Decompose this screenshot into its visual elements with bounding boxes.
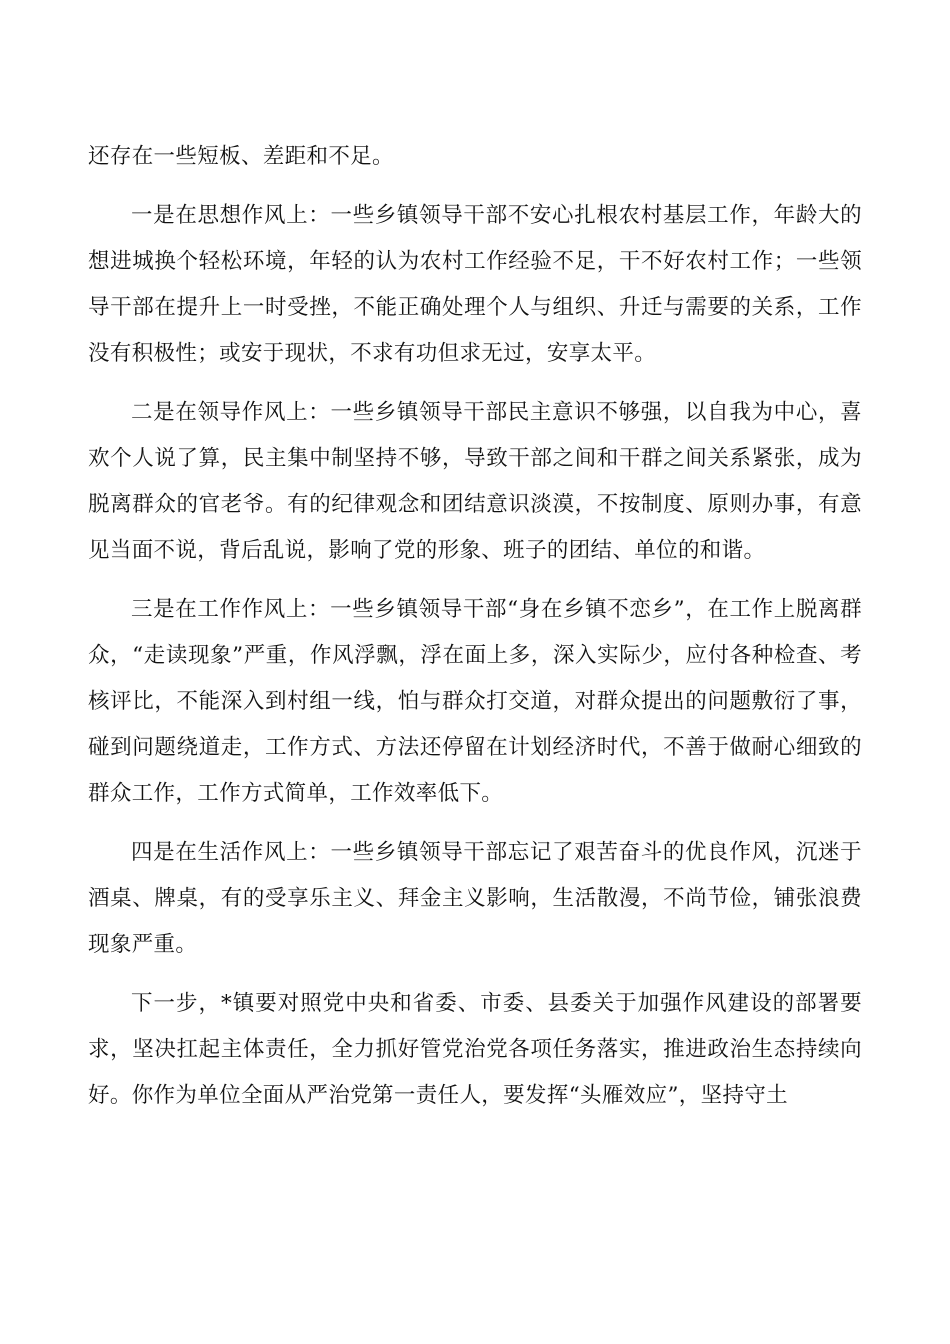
paragraph-life-style: 四是在生活作风上：一些乡镇领导干部忘记了艰苦奋斗的优良作风，沉迷于酒桌、牌桌，有的受享乐主义、拜金主义影响，生活散漫，不尚节俭，铺张浪费现象严重。: [88, 840, 862, 957]
paragraph-work-style: 三是在工作作风上：一些乡镇领导干部“身在乡镇不恋乡”，在工作上脱离群众，“走读现象”严重，作风浮飘，浮在面上多，深入实际少，应付各种检查、考核评比，不能深入到村组一线，怕与群众打交道，对群众提出的问题敷衍了事，碰到问题绕道走，工作方式、方法还停留在计划经济时代，不善于做耐心细致的群众工作，工作方式简单，工作效率低下。: [88, 597, 862, 806]
paragraph-thought-style: 一是在思想作风上：一些乡镇领导干部不安心扎根农村基层工作，年龄大的想进城换个轻松环境，年轻的认为农村工作经验不足，干不好农村工作；一些领导干部在提升上一时受挫，不能正确处理个人与组织、升迁与需要的关系，工作没有积极性；或安于现状，不求有功但求无过，安享太平。: [88, 203, 862, 366]
document-body: [88, 134, 862, 1132]
paragraph-next-steps: 下一步，*镇要对照党中央和省委、市委、县委关于加强作风建设的部署要求，坚决扛起主体责任，全力抓好管党治党各项任务落实，推进政治生态持续向好。你作为单位全面从严治党第一责任人，要发挥“头雁效应”，坚持守土: [88, 991, 862, 1108]
paragraph-continuation: 还存在一些短板、差距和不足。: [88, 144, 394, 169]
paragraph-leadership-style: 二是在领导作风上：一些乡镇领导干部民主意识不够强，以自我为中心，喜欢个人说了算，民主集中制坚持不够，导致干部之间和干群之间关系紧张，成为脱离群众的官老爷。有的纪律观念和团结意识淡漠，不按制度、原则办事，有意见当面不说，背后乱说，影响了党的形象、班子的团结、单位的和谐。: [88, 400, 862, 563]
